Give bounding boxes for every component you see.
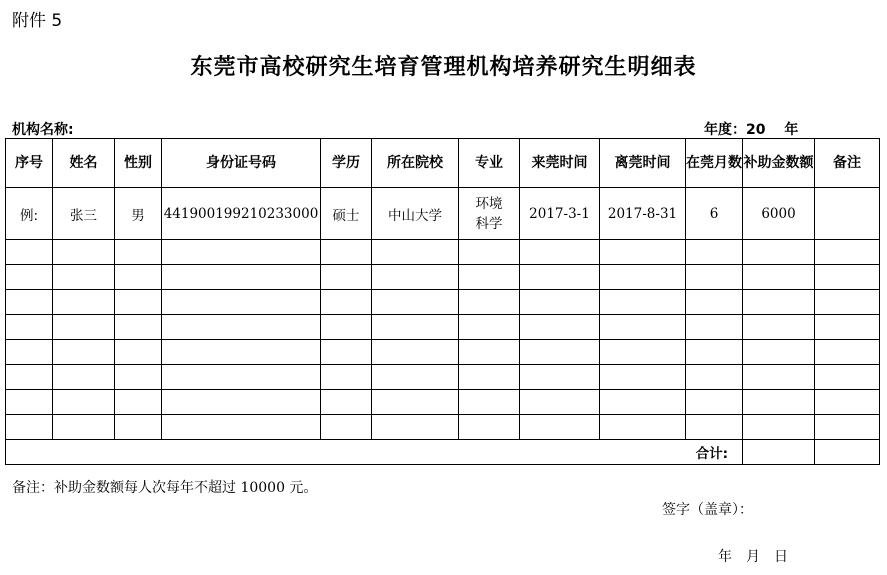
detail-table [5, 138, 880, 465]
header-major: 专业 [459, 139, 520, 188]
header-arrival-date: 来莞时间 [520, 139, 600, 188]
header-university: 所在院校 [372, 139, 459, 188]
cell-university: 中山大学 [372, 188, 459, 240]
header-gender: 性别 [115, 139, 162, 188]
cell-subsidy: 6000 [743, 188, 815, 240]
cell-major: 环境科学 [459, 188, 520, 240]
header-index: 序号 [6, 139, 53, 188]
cell-id-number: 441900199210233000 [162, 188, 321, 240]
header-id-number: 身份证号码 [162, 139, 321, 188]
table-row [6, 265, 880, 290]
header-degree: 学历 [321, 139, 372, 188]
total-remarks-cell[interactable] [815, 440, 880, 465]
org-name-label: 机构名称: [12, 122, 74, 138]
footnote: 备注：补助金数额每人次每年不超过 10000 元。 [12, 480, 318, 496]
cell-index: 例: [6, 188, 53, 240]
year-label: 年度：20 年 [704, 122, 799, 138]
table-row [6, 415, 880, 440]
table-total-row [6, 440, 880, 465]
header-departure-date: 离莞时间 [600, 139, 686, 188]
table-header-row [6, 139, 880, 188]
cell-departure-date: 2017-8-31 [600, 188, 686, 240]
table-row [6, 315, 880, 340]
header-subsidy: 补助金数额 [743, 139, 815, 188]
table-row [6, 390, 880, 415]
table-row [6, 340, 880, 365]
page-title: 东莞市高校研究生培育管理机构培养研究生明细表 [190, 54, 697, 80]
total-label: 合计: [6, 440, 743, 465]
cell-arrival-date: 2017-3-1 [520, 188, 600, 240]
cell-remarks [815, 188, 880, 240]
table-row [6, 240, 880, 265]
date-label: 年 月 日 [718, 549, 788, 565]
table-row-example [6, 188, 880, 240]
total-subsidy-cell[interactable] [743, 440, 815, 465]
cell-degree: 硕士 [321, 188, 372, 240]
cell-gender: 男 [115, 188, 162, 240]
table-row [6, 290, 880, 315]
header-months: 在莞月数 [686, 139, 743, 188]
attachment-label: 附件 5 [12, 11, 63, 31]
cell-months: 6 [686, 188, 743, 240]
header-name: 姓名 [53, 139, 115, 188]
header-remarks: 备注 [815, 139, 880, 188]
cell-name: 张三 [53, 188, 115, 240]
table-row [6, 365, 880, 390]
signature-label: 签字（盖章）： [662, 502, 753, 518]
